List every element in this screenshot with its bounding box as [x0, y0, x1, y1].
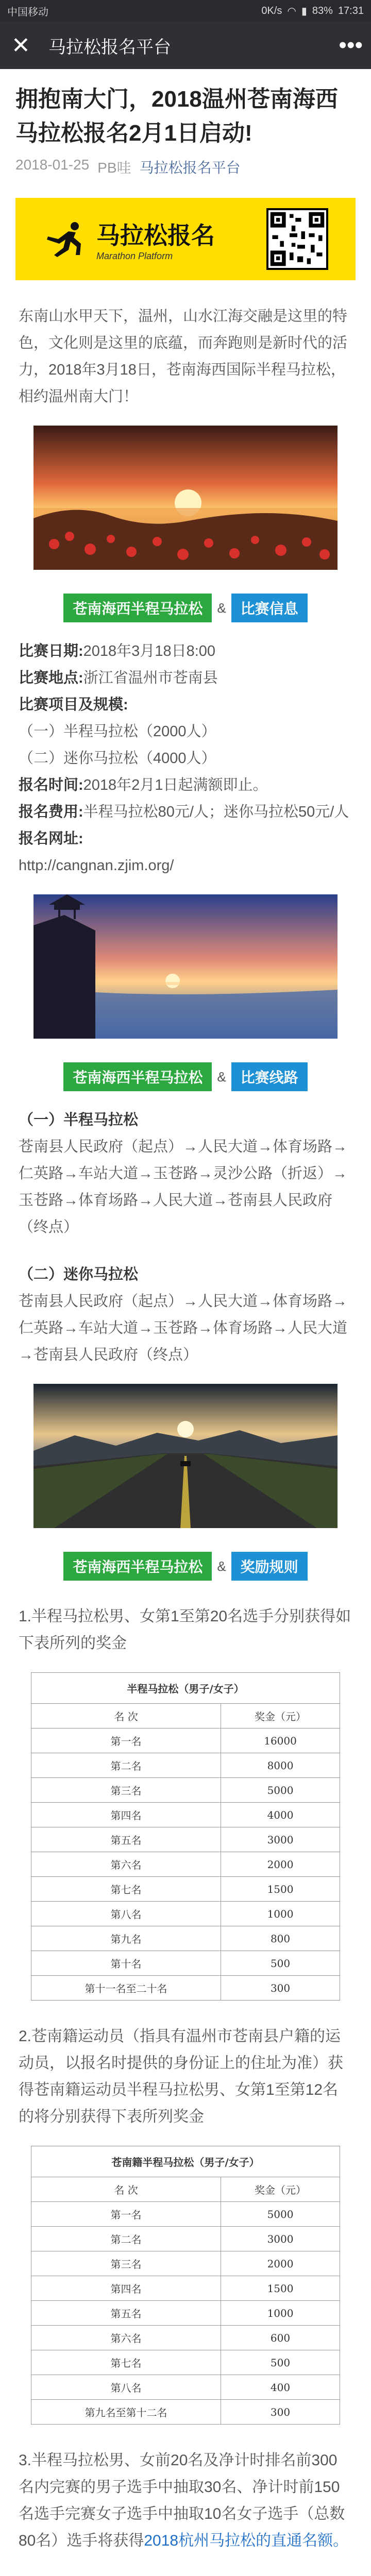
table-row	[31, 1778, 340, 1803]
race-date-value: 2018年3月18日8:00	[83, 643, 216, 659]
rank-cell: 第二名	[31, 1753, 221, 1778]
prize-cell: 1000	[221, 1902, 340, 1926]
platform-logo	[43, 217, 215, 262]
table-row	[31, 1926, 340, 1951]
table-header-rank: 名 次	[31, 1704, 221, 1728]
prize-cell: 5000	[221, 1778, 340, 1803]
article-meta	[15, 157, 356, 177]
reg-time-label: 报名时间:	[19, 777, 83, 793]
table-header-prize: 奖金（元）	[221, 2177, 340, 2202]
prize-intro-3-text: 3.半程马拉松男、女前20名及净计时排名前300名内完赛的男子选手中抽取30名、净计时前150名选手完赛女子选手中抽取10名女子选手（总数80名）选手将获得	[19, 2452, 345, 2549]
reg-fee-value: 半程马拉松80元/人；迷你马拉松50元/人	[83, 804, 349, 820]
table-row	[31, 2400, 340, 2425]
table-header-prize: 奖金（元）	[221, 1704, 340, 1728]
rank-cell: 第八名	[31, 1902, 221, 1926]
event-mini: （二）迷你马拉松（4000人）	[19, 750, 216, 767]
prize-cell: 1000	[221, 2301, 340, 2326]
rank-cell: 第五名	[31, 1827, 221, 1852]
prize-cell: 16000	[221, 1728, 340, 1753]
carrier-label: 中国移动	[7, 6, 48, 18]
prize-cell: 8000	[221, 1753, 340, 1778]
close-icon[interactable]: ✕	[11, 32, 30, 58]
nav-title: 马拉松报名平台	[48, 37, 171, 57]
article-body	[0, 69, 371, 2554]
table-title: 苍南籍半程马拉松（男子/女子）	[31, 2146, 340, 2177]
prize-table-overall	[31, 1672, 340, 2001]
table-title: 半程马拉松（男子/女子）	[31, 1673, 340, 1704]
mini-route-title: （二）迷你马拉松	[19, 1266, 139, 1283]
qr-code-icon	[266, 208, 328, 270]
rank-cell: 第八名	[31, 2375, 221, 2400]
sunset-flowers-photo	[33, 426, 338, 570]
rank-cell: 第七名	[31, 2350, 221, 2375]
mountain-road-photo	[33, 1384, 338, 1528]
prize-cell: 500	[221, 2350, 340, 2375]
prize-cell: 600	[221, 2326, 340, 2350]
section-tag-event: 苍南海西半程马拉松	[63, 594, 212, 622]
prize-intro-1: 1.半程马拉松男、女第1至第20名选手分别获得如下表所列的奖金	[19, 1608, 351, 1652]
prize-cell: 1500	[221, 2276, 340, 2301]
race-place-label: 比赛地点:	[19, 670, 83, 686]
prize-intro-3	[15, 2447, 356, 2554]
table-row	[31, 1803, 340, 1827]
section-tag-event: 苍南海西半程马拉松	[63, 1552, 212, 1581]
race-events-label: 比赛项目及规模:	[19, 697, 128, 713]
prize-table-local	[31, 2146, 340, 2425]
author: PB哇	[97, 160, 131, 176]
section-amp: &	[217, 1069, 226, 1084]
rank-cell: 第九名	[31, 1926, 221, 1951]
platform-banner	[15, 198, 356, 280]
table-row	[31, 2326, 340, 2350]
article-title: 拥抱南大门，2018温州苍南海西马拉松报名2月1日启动!	[15, 87, 338, 146]
reg-url-label: 报名网址:	[19, 831, 83, 847]
prize-cell: 400	[221, 2375, 340, 2400]
table-row	[31, 2202, 340, 2227]
prize-cell: 5000	[221, 2202, 340, 2227]
rank-cell: 第一名	[31, 1728, 221, 1753]
reg-time-value: 2018年2月1日起满额即止。	[83, 777, 268, 793]
rank-cell: 第六名	[31, 1852, 221, 1877]
prize-cell: 300	[221, 2400, 340, 2425]
section-header-race-info	[15, 594, 356, 622]
rank-cell: 第七名	[31, 1877, 221, 1902]
table-row	[31, 1902, 340, 1926]
half-route-title: （一）半程马拉松	[19, 1112, 139, 1128]
table-row	[31, 1728, 340, 1753]
section-header-rewards	[15, 1552, 356, 1581]
coastal-pavilion-photo	[33, 894, 338, 1039]
rank-cell: 第十名	[31, 1951, 221, 1976]
status-bar	[0, 0, 371, 22]
section-amp: &	[217, 600, 226, 616]
table-row	[31, 1951, 340, 1976]
table-row	[31, 1877, 340, 1902]
reg-url-value[interactable]: http://cangnan.zjim.org/	[19, 857, 174, 874]
section-header-route	[15, 1062, 356, 1091]
table-row	[31, 2301, 340, 2326]
section-tag-topic: 比赛信息	[231, 594, 308, 622]
prize-cell: 3000	[221, 1827, 340, 1852]
wifi-icon: ◠	[287, 5, 296, 17]
intro-paragraph: 东南山水甲天下，温州，山水江海交融是这里的特色，文化则是这里的底蕴，而奔跑则是新时代的活力，2018年3月18日，苍南海西国际半程马拉松，相约温州南大门！	[19, 308, 348, 405]
runner-logo-icon	[43, 221, 89, 257]
more-options-icon[interactable]: • • •	[339, 32, 360, 58]
rank-cell: 第九名至第十二名	[31, 2400, 221, 2425]
race-info-block	[15, 638, 356, 879]
prize-cell: 800	[221, 1926, 340, 1951]
table-row	[31, 1753, 340, 1778]
signal-icon: ▮	[301, 5, 307, 17]
prize-cell: 2000	[221, 1852, 340, 1877]
prize-cell: 3000	[221, 2227, 340, 2251]
table-row	[31, 2350, 340, 2375]
table-row	[31, 2276, 340, 2301]
table-row	[31, 2375, 340, 2400]
rank-cell: 第二名	[31, 2227, 221, 2251]
reg-fee-label: 报名费用:	[19, 804, 83, 820]
rank-cell: 第三名	[31, 1778, 221, 1803]
rank-cell: 第三名	[31, 2251, 221, 2276]
half-route-desc: 苍南县人民政府（起点）→人民大道→体育场路→仁英路→车站大道→玉苍路→灵沙公路（折返）→玉苍路→体育场路→人民大道→苍南县人民政府（终点）	[19, 1139, 348, 1235]
rank-cell: 第四名	[31, 2276, 221, 2301]
race-date-label: 比赛日期:	[19, 643, 83, 659]
prize-cell: 500	[221, 1951, 340, 1976]
banner-subtitle: Marathon Platform	[96, 250, 173, 261]
prize-cell: 300	[221, 1976, 340, 2001]
section-tag-topic: 比赛线路	[231, 1062, 308, 1091]
banner-brand: 马拉松报名	[96, 222, 215, 249]
prize-cell: 1500	[221, 1877, 340, 1902]
mini-route-desc: 苍南县人民政府（起点）→人民大道→体育场路→仁英路→车站大道→玉苍路→体育场路→人民大道→苍南县人民政府（终点）	[19, 1293, 348, 1363]
rank-cell: 第五名	[31, 2301, 221, 2326]
route-block	[15, 1107, 356, 1368]
race-place-value: 浙江省温州市苍南县	[83, 670, 218, 686]
top-navigation-bar	[0, 22, 371, 69]
table-header-rank: 名 次	[31, 2177, 221, 2202]
table-row	[31, 1976, 340, 2001]
network-speed: 0K/s	[261, 5, 282, 16]
section-tag-event: 苍南海西半程马拉松	[63, 1062, 212, 1091]
rank-cell: 第十一名至二十名	[31, 1976, 221, 2001]
publish-date: 2018-01-25	[15, 157, 90, 173]
account-link[interactable]: 马拉松报名平台	[139, 160, 241, 176]
clock: 17:31	[338, 5, 364, 16]
hangzhou-marathon-link[interactable]: 2018杭州马拉松的直通名额。	[144, 2532, 349, 2549]
prize-cell: 2000	[221, 2251, 340, 2276]
prize-cell: 4000	[221, 1803, 340, 1827]
section-amp: &	[217, 1558, 226, 1574]
table-row	[31, 2227, 340, 2251]
event-half: （一）半程马拉松（2000人）	[19, 723, 216, 740]
rank-cell: 第四名	[31, 1803, 221, 1827]
section-tag-topic: 奖励规则	[231, 1552, 308, 1581]
rank-cell: 第一名	[31, 2202, 221, 2227]
battery-level: 83%	[312, 5, 333, 16]
rank-cell: 第六名	[31, 2326, 221, 2350]
table-row	[31, 1852, 340, 1877]
table-row	[31, 2251, 340, 2276]
table-row	[31, 1827, 340, 1852]
prize-intro-2: 2.苍南籍运动员（指具有温州市苍南县户籍的运动员，以报名时提供的身份证上的住址为准）获得苍南籍运动员半程马拉松男、女第1至第12名的将分别获得下表所列奖金	[19, 2028, 343, 2125]
